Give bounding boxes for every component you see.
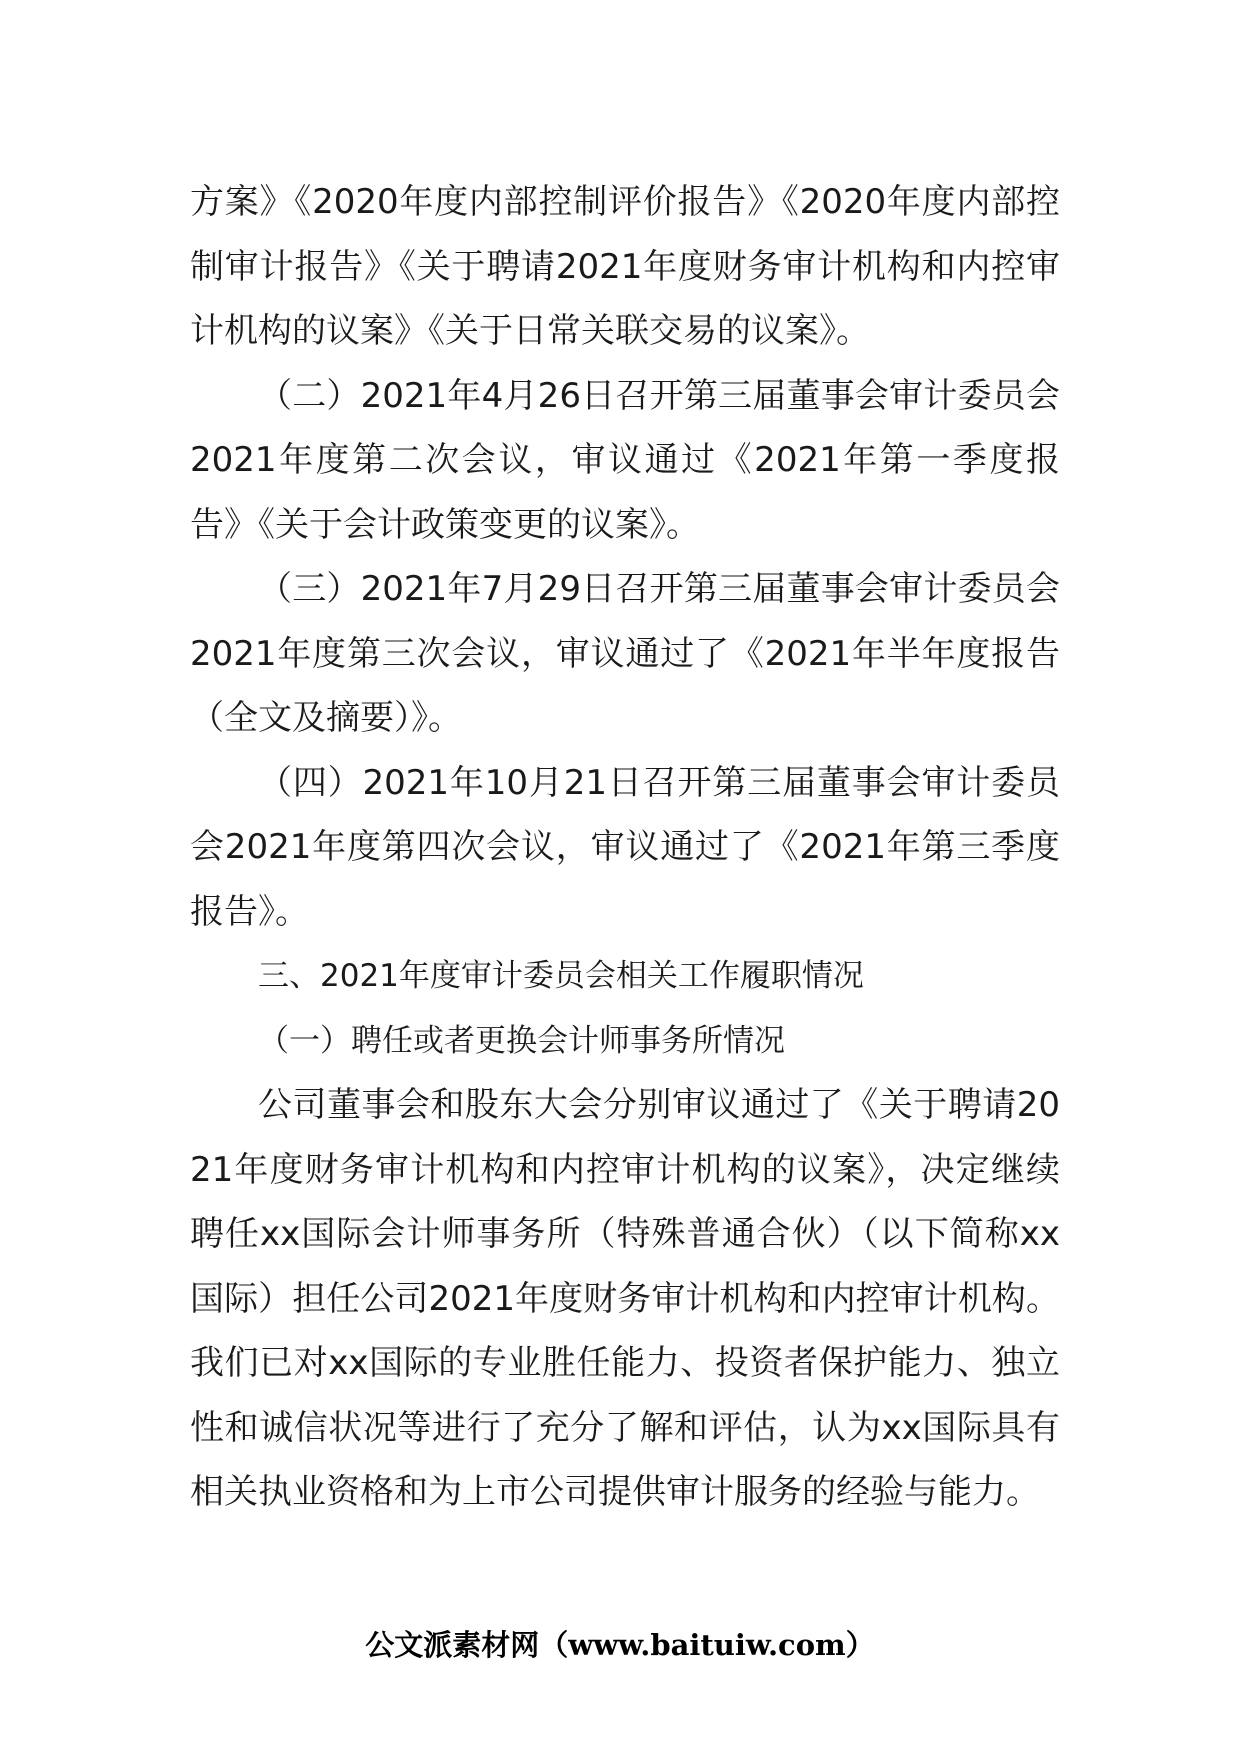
document-body bbox=[190, 170, 1060, 1525]
paragraph-meeting-4: （四）2021年10月21日召开第三届董事会审计委员会2021年度第四次会议，审议通过了《2021年第三季度报告》。 bbox=[190, 762, 1060, 932]
paragraph-meeting-2: （二）2021年4月26日召开第三届董事会审计委员会2021年度第二次会议，审议通过《2021年第一季度报告》《关于会计政策变更的议案》。 bbox=[190, 375, 1060, 545]
subsection-heading: （一）聘任或者更换会计师事务所情况 bbox=[258, 1022, 785, 1059]
paragraph-auditor-appointment: 公司董事会和股东大会分别审议通过了《关于聘请2021年度财务审计机构和内控审计机构的议案》，决定继续聘任xx国际会计师事务所（特殊普通合伙）（以下简称xx国际）担任公司2021年度财务审计机构和内控审计机构。我们已对xx国际的专业胜任能力、投资者保护能力、独立性和诚信状况等进行了充分了解和评估，认为xx国际具有相关执业资格和为上市公司提供审计服务的经验与能力。 bbox=[190, 1085, 1060, 1512]
footer-watermark: 公文派素材网（www.baituiw.com） bbox=[365, 1628, 875, 1662]
paragraph-meeting-3: （三）2021年7月29日召开第三届董事会审计委员会2021年度第三次会议，审议通过了《2021年半年度报告（全文及摘要）》。 bbox=[190, 569, 1060, 738]
section-heading: 三、2021年度审计委员会相关工作履职情况 bbox=[258, 958, 864, 994]
paragraph-continuation: 方案》《2020年度内部控制评价报告》《2020年度内部控制审计报告》《关于聘请2021年度财务审计机构和内控审计机构的议案》《关于日常关联交易的议案》。 bbox=[190, 182, 1060, 351]
